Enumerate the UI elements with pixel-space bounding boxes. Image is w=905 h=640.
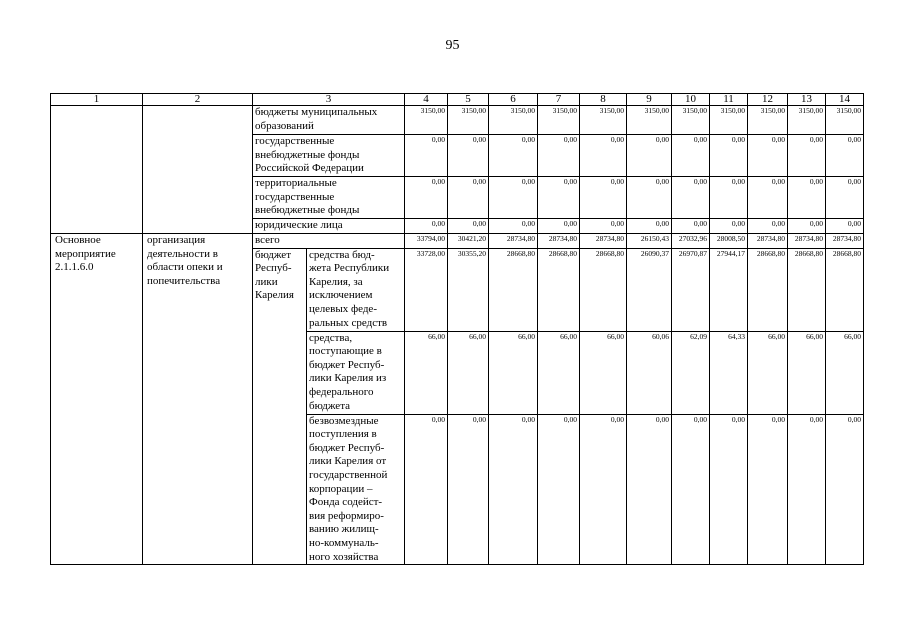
value-cell: 64,33 <box>710 331 748 414</box>
total-label: всего <box>253 234 405 249</box>
value-cell: 0,00 <box>672 414 710 565</box>
value-cell: 0,00 <box>448 177 489 219</box>
value-cell: 66,00 <box>448 331 489 414</box>
row-label: средства бюд- жета Республики Карелия, за исключением целевых феде- ральных средств <box>307 248 405 331</box>
value-cell: 27944,17 <box>710 248 748 331</box>
value-cell: 3150,00 <box>538 106 580 135</box>
row-label: безвозмездные поступления в бюджет Респуб- лики Карелия от государственной корпорации – Фонда содейст- вия реформиро- ванию жилищ- но-коммуналь- ного хозяйства <box>307 414 405 565</box>
value-cell: 0,00 <box>627 414 672 565</box>
value-cell: 0,00 <box>489 177 538 219</box>
value-cell: 26150,43 <box>627 234 672 249</box>
value-cell: 0,00 <box>580 177 627 219</box>
header-cell: 11 <box>710 94 748 106</box>
value-cell: 0,00 <box>748 219 788 234</box>
value-cell: 0,00 <box>489 219 538 234</box>
header-cell: 9 <box>627 94 672 106</box>
value-cell: 62,09 <box>672 331 710 414</box>
row-label: территориальные государственные внебюджетные фонды <box>253 177 405 219</box>
value-cell: 3150,00 <box>448 106 489 135</box>
value-cell: 0,00 <box>672 135 710 177</box>
header-cell: 14 <box>826 94 864 106</box>
value-cell: 3150,00 <box>710 106 748 135</box>
value-cell: 0,00 <box>627 177 672 219</box>
value-cell: 0,00 <box>448 135 489 177</box>
empty-cell-col2 <box>143 106 253 234</box>
value-cell: 0,00 <box>538 135 580 177</box>
table-row <box>51 234 864 249</box>
header-cell: 6 <box>489 94 538 106</box>
value-cell: 28668,80 <box>580 248 627 331</box>
row-label: государственные внебюджетные фонды Российской Федерации <box>253 135 405 177</box>
value-cell: 0,00 <box>710 414 748 565</box>
header-row <box>51 94 864 106</box>
value-cell: 3150,00 <box>580 106 627 135</box>
value-cell: 0,00 <box>627 219 672 234</box>
value-cell: 3150,00 <box>826 106 864 135</box>
value-cell: 66,00 <box>748 331 788 414</box>
header-cell: 1 <box>51 94 143 106</box>
value-cell: 0,00 <box>788 177 826 219</box>
header-cell: 3 <box>253 94 405 106</box>
value-cell: 0,00 <box>627 135 672 177</box>
value-cell: 66,00 <box>788 331 826 414</box>
value-cell: 0,00 <box>826 135 864 177</box>
value-cell: 0,00 <box>448 414 489 565</box>
table-body <box>51 94 864 565</box>
value-cell: 0,00 <box>788 219 826 234</box>
table-row <box>51 106 864 135</box>
group-label: бюджет Респуб- лики Карелия <box>253 248 307 565</box>
value-cell: 0,00 <box>826 219 864 234</box>
value-cell: 3150,00 <box>489 106 538 135</box>
value-cell: 0,00 <box>580 219 627 234</box>
value-cell: 30355,20 <box>448 248 489 331</box>
value-cell: 3150,00 <box>748 106 788 135</box>
row-label: юридические лица <box>253 219 405 234</box>
value-cell: 0,00 <box>405 219 448 234</box>
value-cell: 0,00 <box>710 135 748 177</box>
value-cell: 3150,00 <box>788 106 826 135</box>
value-cell: 28734,80 <box>748 234 788 249</box>
value-cell: 0,00 <box>826 177 864 219</box>
value-cell: 28734,80 <box>826 234 864 249</box>
header-cell: 5 <box>448 94 489 106</box>
value-cell: 26970,87 <box>672 248 710 331</box>
value-cell: 0,00 <box>710 177 748 219</box>
value-cell: 28668,80 <box>748 248 788 331</box>
value-cell: 3150,00 <box>627 106 672 135</box>
value-cell: 28668,80 <box>826 248 864 331</box>
value-cell: 3150,00 <box>672 106 710 135</box>
row-label: средства, поступающие в бюджет Респуб- лики Карелия из федерального бюджета <box>307 331 405 414</box>
value-cell: 27032,96 <box>672 234 710 249</box>
value-cell: 0,00 <box>710 219 748 234</box>
value-cell: 66,00 <box>538 331 580 414</box>
value-cell: 66,00 <box>405 331 448 414</box>
value-cell: 3150,00 <box>405 106 448 135</box>
value-cell: 0,00 <box>405 135 448 177</box>
value-cell: 0,00 <box>448 219 489 234</box>
value-cell: 28668,80 <box>538 248 580 331</box>
value-cell: 28734,80 <box>788 234 826 249</box>
value-cell: 66,00 <box>826 331 864 414</box>
value-cell: 66,00 <box>580 331 627 414</box>
value-cell: 0,00 <box>748 414 788 565</box>
value-cell: 0,00 <box>489 414 538 565</box>
value-cell: 28668,80 <box>788 248 826 331</box>
header-cell: 7 <box>538 94 580 106</box>
header-cell: 10 <box>672 94 710 106</box>
value-cell: 0,00 <box>538 177 580 219</box>
value-cell: 0,00 <box>788 414 826 565</box>
value-cell: 28668,80 <box>489 248 538 331</box>
value-cell: 0,00 <box>672 177 710 219</box>
value-cell: 0,00 <box>580 135 627 177</box>
header-cell: 12 <box>748 94 788 106</box>
value-cell: 0,00 <box>672 219 710 234</box>
value-cell: 28734,80 <box>538 234 580 249</box>
value-cell: 0,00 <box>405 414 448 565</box>
value-cell: 28734,80 <box>489 234 538 249</box>
value-cell: 0,00 <box>748 135 788 177</box>
header-cell: 13 <box>788 94 826 106</box>
empty-cell-col1 <box>51 106 143 234</box>
row-label: бюджеты муниципальных образований <box>253 106 405 135</box>
value-cell: 0,00 <box>788 135 826 177</box>
measure-description: организация деятельности в области опеки и попечительства <box>143 234 253 565</box>
value-cell: 0,00 <box>405 177 448 219</box>
header-cell: 4 <box>405 94 448 106</box>
value-cell: 26090,37 <box>627 248 672 331</box>
value-cell: 0,00 <box>748 177 788 219</box>
value-cell: 30421,20 <box>448 234 489 249</box>
value-cell: 60,06 <box>627 331 672 414</box>
measure-name: Основное мероприятие 2.1.1.6.0 <box>51 234 143 565</box>
value-cell: 0,00 <box>538 414 580 565</box>
value-cell: 0,00 <box>580 414 627 565</box>
budget-table <box>50 93 864 565</box>
header-cell: 8 <box>580 94 627 106</box>
header-cell: 2 <box>143 94 253 106</box>
value-cell: 28008,50 <box>710 234 748 249</box>
value-cell: 33794,00 <box>405 234 448 249</box>
value-cell: 0,00 <box>489 135 538 177</box>
value-cell: 0,00 <box>538 219 580 234</box>
page-number: 95 <box>445 38 460 53</box>
value-cell: 66,00 <box>489 331 538 414</box>
value-cell: 0,00 <box>826 414 864 565</box>
value-cell: 33728,00 <box>405 248 448 331</box>
value-cell: 28734,80 <box>580 234 627 249</box>
